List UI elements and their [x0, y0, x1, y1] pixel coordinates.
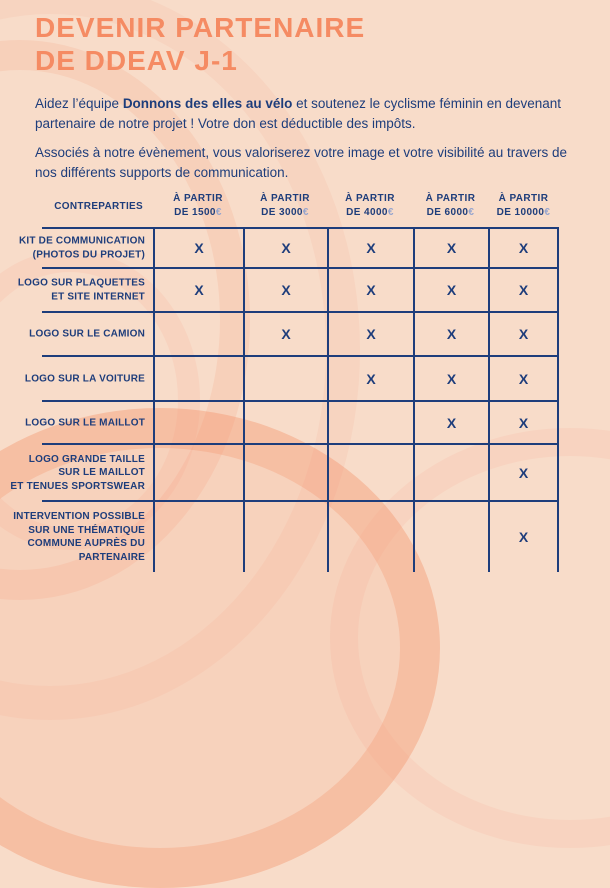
benefit-label-line: LOGO SUR LE CAMION	[29, 328, 145, 340]
table-row	[10, 443, 559, 500]
benefit-label	[10, 452, 145, 493]
benefit-label-line: (PHOTOS DU PROJET)	[32, 249, 145, 260]
table-row	[13, 500, 559, 572]
tier-amount: DE 4000	[346, 207, 388, 218]
empty-cell	[243, 400, 327, 443]
empty-cell	[153, 443, 243, 500]
included-mark-cell: X	[488, 400, 559, 443]
tier-header-amount-line	[261, 206, 309, 220]
benefit-label-line: LOGO SUR PLAQUETTES	[17, 277, 145, 289]
benefit-label	[25, 372, 145, 386]
benefit-label-cell	[10, 443, 153, 500]
included-mark-cell: X	[327, 227, 413, 267]
benefit-label-line: ET TENUES SPORTSWEAR	[10, 480, 145, 492]
intro-paragraph	[35, 94, 585, 134]
included-mark-cell: X	[327, 355, 413, 400]
empty-cell	[413, 443, 488, 500]
included-mark-cell: X	[153, 227, 243, 267]
benefit-label-cell	[25, 400, 153, 443]
benefit-label-line: ET SITE INTERNET	[51, 291, 145, 302]
empty-cell	[327, 500, 413, 572]
benefit-label	[18, 277, 145, 304]
tier-header-amount-line	[174, 206, 222, 220]
tier-header	[327, 185, 413, 227]
empty-cell	[243, 355, 327, 400]
tier-header-line1: À PARTIR	[425, 193, 476, 204]
table-body	[10, 227, 559, 572]
euro-symbol: €	[215, 207, 222, 218]
table-row	[25, 400, 559, 443]
tier-header-line1: À PARTIR	[498, 193, 549, 204]
tier-header-line1: À PARTIR	[345, 193, 395, 204]
empty-cell	[243, 500, 327, 572]
benefit-label-line: SUR LE MAILLOT	[58, 466, 145, 478]
table-row	[29, 311, 559, 355]
tier-header-amount-line	[427, 206, 475, 220]
benefit-label-line: LOGO GRANDE TAILLE	[28, 453, 145, 465]
page-title-line2: DE DDEAV J-1	[35, 45, 238, 76]
included-mark-cell: X	[413, 227, 488, 267]
included-mark-cell: X	[413, 400, 488, 443]
empty-cell	[327, 443, 413, 500]
benefit-label-line: SUR UNE THÉMATIQUE	[28, 524, 145, 536]
included-mark-cell: X	[327, 267, 413, 311]
empty-cell	[413, 500, 488, 572]
team-name: Donnons des elles au vélo	[122, 96, 293, 111]
tier-header-line1: À PARTIR	[173, 193, 223, 204]
tier-amount: DE 10000	[496, 207, 545, 218]
benefit-label-line: LOGO SUR LA VOITURE	[24, 372, 145, 384]
benefit-label-cell	[13, 500, 153, 572]
tier-header-amount-line	[346, 206, 394, 220]
benefit-label-cell	[17, 267, 153, 311]
empty-cell	[153, 355, 243, 400]
included-mark-cell: X	[488, 311, 559, 355]
benefit-label-line: INTERVENTION POSSIBLE	[13, 511, 145, 522]
included-mark-cell: X	[153, 267, 243, 311]
included-mark-cell: X	[488, 355, 559, 400]
tier-amount: DE 1500	[174, 207, 216, 218]
tier-header	[243, 185, 327, 227]
empty-cell	[327, 400, 413, 443]
euro-symbol: €	[544, 207, 551, 218]
table-row	[18, 227, 559, 267]
benefit-label-line: COMMUNE AUPRÈS DU	[27, 538, 145, 549]
tier-amount: DE 6000	[426, 207, 469, 218]
tier-amount: DE 3000	[261, 207, 303, 218]
tier-header-line1: À PARTIR	[260, 193, 310, 204]
included-mark-cell: X	[413, 355, 488, 400]
euro-symbol: €	[468, 207, 475, 218]
euro-symbol: €	[387, 207, 394, 218]
included-mark-cell: X	[243, 267, 327, 311]
visibility-paragraph: Associés à notre évènement, vous valoriserez votre image et votre visibilité au travers de nos différents supports de communication.	[35, 145, 567, 180]
benefit-label	[13, 510, 145, 564]
included-mark-cell: X	[488, 267, 559, 311]
benefit-label-cell	[24, 355, 153, 400]
benefit-label	[29, 327, 145, 341]
euro-symbol: €	[302, 207, 309, 218]
page-title-line1: DEVENIR PARTENAIRE	[35, 12, 366, 43]
table-header-row	[42, 185, 559, 227]
intro-text-pre: Aidez l’équipe	[35, 96, 123, 111]
contreparties-header: CONTREPARTIES	[54, 200, 143, 212]
included-mark-cell: X	[243, 311, 327, 355]
benefit-label-line: PARTENAIRE	[78, 551, 145, 563]
table-row	[17, 267, 559, 311]
included-mark-cell: X	[488, 227, 559, 267]
partnership-table	[10, 185, 559, 572]
tier-header	[488, 185, 559, 227]
empty-cell	[153, 311, 243, 355]
empty-cell	[153, 500, 243, 572]
benefit-label-line: LOGO SUR LE MAILLOT	[25, 416, 145, 428]
included-mark-cell: X	[243, 227, 327, 267]
benefit-label	[25, 416, 145, 430]
tier-header-amount-line	[497, 206, 551, 220]
included-mark-cell: X	[327, 311, 413, 355]
benefit-label-cell	[18, 227, 153, 267]
empty-cell	[243, 443, 327, 500]
included-mark-cell: X	[413, 311, 488, 355]
benefit-label	[19, 235, 145, 262]
benefit-label-line: KIT DE COMMUNICATION	[18, 235, 145, 247]
included-mark-cell: X	[413, 267, 488, 311]
empty-cell	[153, 400, 243, 443]
benefit-label-cell	[29, 311, 153, 355]
page-title	[35, 11, 365, 77]
intro-text-post: et soutenez le cyclisme féminin en devenant partenaire de notre projet ! Votre don est déductible des impôts.	[35, 96, 562, 131]
included-mark-cell: X	[488, 500, 559, 572]
included-mark-cell: X	[488, 443, 559, 500]
tier-header	[153, 185, 243, 227]
table-row	[24, 355, 559, 400]
tier-header	[413, 185, 488, 227]
